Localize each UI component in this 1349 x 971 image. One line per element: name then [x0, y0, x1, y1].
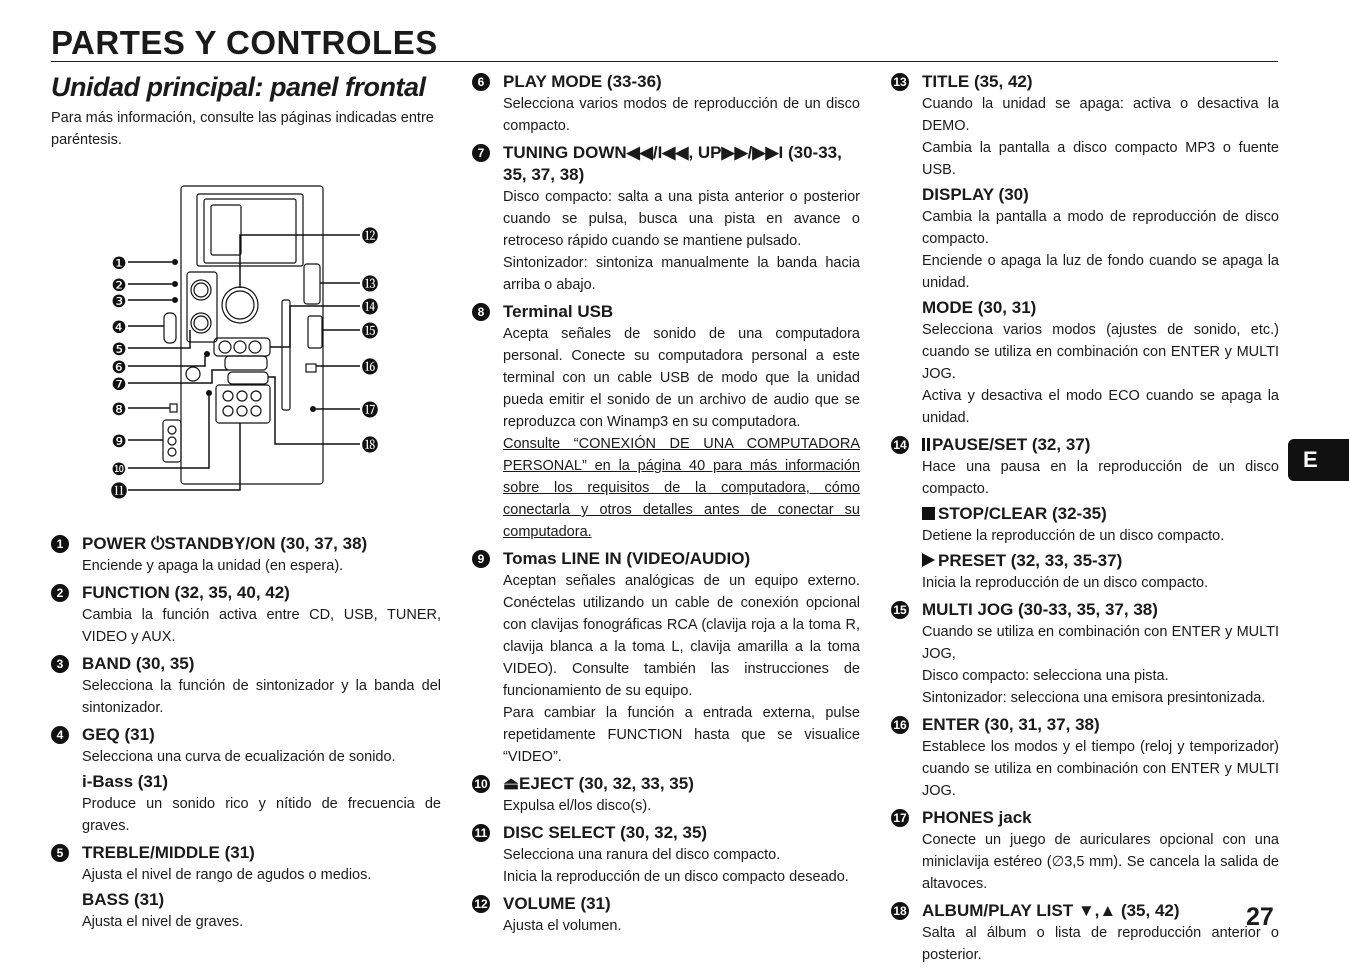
entry-heading: PAUSE/SET (32, 37)	[932, 435, 1091, 454]
entry-paragraph: Cuando la unidad se apaga: activa o desactiva la DEMO.	[922, 96, 1279, 134]
callout-2: ❷	[111, 276, 127, 296]
entry-heading: VOLUME (31)	[503, 894, 611, 913]
entry-description: Establece los modos y el tiempo (reloj y temporizador) cuando se utiliza en combinación con ENTER y MULTI JOG.	[922, 739, 1279, 799]
entry-sub-description: Inicia la reproducción de un disco compacto.	[922, 575, 1209, 591]
pause-icon	[922, 438, 925, 451]
entry-description: Expulsa el/los disco(s).	[503, 798, 652, 814]
entry-heading: FUNCTION (32, 35, 40, 42)	[82, 583, 290, 602]
entry-description: Selecciona la función de sintonizador y la banda del sintonizador.	[82, 678, 441, 716]
entry-number: 1	[51, 535, 69, 553]
callout-5: ❺	[111, 340, 127, 360]
entry-subheading: MODE (30, 31)	[922, 298, 1037, 317]
column-right	[891, 71, 1279, 971]
entry-paragraph: Acepta señales de sonido de una computadora personal. Conecte su computadora personal a este terminal con un cable USB de modo que la unidad pueda emitir el sonido de un archivo de audio que se reproduzca con Winamp3 en su computadora.	[503, 326, 860, 430]
entry-number: 9	[472, 550, 490, 568]
stop-icon	[922, 507, 935, 520]
entry-paragraph: Cambia la pantalla a disco compacto MP3 o fuente USB.	[922, 140, 1279, 178]
entry-sub-description: Detiene la reproducción de un disco compacto.	[922, 528, 1225, 544]
column-left	[51, 533, 441, 938]
entry-paragraph: Inicia la reproducción de un disco compacto deseado.	[503, 869, 849, 885]
entry-description: Salta al álbum o lista de reproducción anterior o posterior.	[922, 925, 1279, 963]
entry-heading: ENTER (30, 31, 37, 38)	[922, 715, 1100, 734]
entry-heading: GEQ (31)	[82, 725, 155, 744]
entry-title	[891, 71, 1279, 429]
entry-description: Selecciona varios modos de reproducción de un disco compacto.	[503, 96, 860, 134]
title-rule	[51, 61, 1278, 62]
entry-paragraph: Disco compacto: salta a una pista anterior o posterior cuando se pulsa, busca una pista en avance o retroceso rápido cuando se mantiene pulsado.	[503, 189, 860, 249]
entry-number: 14	[891, 436, 909, 454]
entry-heading: PLAY MODE (33-36)	[503, 72, 662, 91]
entry-paragraph: Para cambiar la función a entrada externa, pulse repetidamente FUNCTION hasta que se visualice “VIDEO”.	[503, 705, 860, 765]
entry-enter	[891, 714, 1279, 802]
page-title: PARTES Y CONTROLES	[51, 24, 438, 61]
entry-description: Cambia la función activa entre CD, USB, TUNER, VIDEO y AUX.	[82, 607, 441, 645]
callout-11: ⓫	[110, 482, 128, 502]
entry-number: 4	[51, 726, 69, 744]
language-tab: E	[1288, 439, 1349, 481]
callout-8: ❽	[111, 400, 127, 420]
entry-heading: MULTI JOG (30-33, 35, 37, 38)	[922, 600, 1158, 619]
entry-usb-terminal	[472, 301, 860, 543]
entry-description	[472, 323, 860, 543]
entry-description	[472, 844, 860, 888]
entry-geq	[51, 724, 441, 837]
entry-heading: TREBLE/MIDDLE (31)	[82, 843, 255, 862]
entry-band	[51, 653, 441, 719]
entry-number: 16	[891, 716, 909, 734]
entry-eject	[472, 773, 860, 817]
entry-paragraph: Disco compacto: selecciona una pista.	[922, 668, 1169, 684]
entry-paragraph: Cuando se utiliza en combinación con ENTER y MULTI JOG,	[922, 624, 1279, 662]
entry-heading: Tomas LINE IN (VIDEO/AUDIO)	[503, 549, 751, 568]
entry-number: 12	[472, 895, 490, 913]
entry-heading: BAND (30, 35)	[82, 654, 195, 673]
callout-14: ⓮	[361, 298, 379, 318]
entry-description: Conecte un juego de auriculares opcional con una miniclavija estéreo (∅3,5 mm). Se cancela la salida de altavoces.	[922, 832, 1279, 892]
entry-paragraph: Selecciona varios modos (ajustes de sonido, etc.) cuando se utiliza en combinación con ENTER y MULTI JOG.	[922, 322, 1279, 382]
intro-text: Para más información, consulte las páginas indicadas entre paréntesis.	[51, 110, 434, 148]
entry-paragraph: Enciende o apaga la luz de fondo cuando se apaga la unidad.	[922, 253, 1279, 291]
entry-sub-description	[891, 206, 1279, 294]
entry-heading: TUNING DOWN◀◀/I◀◀, UP▶▶/▶▶I (30-33, 35, 37, 38)	[503, 143, 842, 184]
pause-icon	[927, 438, 930, 451]
entry-subheading: i-Bass (31)	[82, 772, 168, 791]
entry-number: 18	[891, 902, 909, 920]
entry-heading: POWER ⏻STANDBY/ON (30, 37, 38)	[82, 534, 368, 553]
entry-number: 7	[472, 144, 490, 162]
entry-paragraph: Selecciona una ranura del disco compacto.	[503, 847, 781, 863]
section-subtitle: Unidad principal: panel frontal	[51, 72, 426, 102]
entry-pause-set	[891, 434, 1279, 594]
entry-number: 15	[891, 601, 909, 619]
entry-heading: ⏏EJECT (30, 32, 33, 35)	[503, 774, 694, 793]
entry-paragraph: Sintonizador: selecciona una emisora presintonizada.	[922, 690, 1266, 706]
entry-subheading: BASS (31)	[82, 890, 165, 909]
play-icon	[922, 553, 935, 567]
entry-heading: TITLE (35, 42)	[922, 72, 1033, 91]
entry-number: 17	[891, 809, 909, 827]
entry-heading: ALBUM/PLAY LIST ▼,▲ (35, 42)	[922, 901, 1180, 920]
entry-subheading: STOP/CLEAR (32-35)	[938, 504, 1107, 523]
entry-description: Enciende y apaga la unidad (en espera).	[82, 558, 344, 574]
page-number: 27	[1246, 903, 1274, 931]
entry-description	[891, 93, 1279, 181]
entry-sub-description	[891, 319, 1279, 429]
callout-1: ❶	[111, 254, 127, 274]
callout-12: ⓬	[361, 227, 379, 247]
entry-description	[891, 621, 1279, 709]
entry-number: 13	[891, 73, 909, 91]
callout-18: ⓲	[361, 436, 379, 456]
entry-phones	[891, 807, 1279, 895]
entry-subheading: DISPLAY (30)	[922, 185, 1029, 204]
callout-3: ❸	[111, 292, 127, 312]
entry-subheading: PRESET (32, 33, 35-37)	[938, 551, 1123, 570]
entry-sub-description: Ajusta el nivel de graves.	[82, 914, 244, 930]
entry-number: 6	[472, 73, 490, 91]
entry-description	[472, 570, 860, 768]
entry-paragraph: Aceptan señales analógicas de un equipo externo. Conéctelas utilizando un cable de conexión opcional con clavijas fonográficas RCA (clavija roja a la toma R, clavija blanca a la toma L, clavija amarilla a la toma VIDEO). Consulte también las instrucciones de funcionamiento de su equipo.	[503, 573, 860, 699]
entry-treble-middle	[51, 842, 441, 933]
entry-disc-select	[472, 822, 860, 888]
column-middle	[472, 71, 860, 942]
callout-17: ⓱	[361, 401, 379, 421]
entry-tuning	[472, 142, 860, 296]
callout-15: ⓯	[361, 322, 379, 342]
callout-16: ⓰	[361, 358, 379, 378]
entry-paragraph: Cambia la pantalla a modo de reproducción de disco compacto.	[922, 209, 1279, 247]
entry-volume	[472, 893, 860, 937]
front-panel-diagram	[100, 180, 400, 510]
callout-9: ❾	[111, 432, 127, 452]
entry-play-mode	[472, 71, 860, 137]
entry-description	[472, 186, 860, 296]
entry-number: 8	[472, 303, 490, 321]
entry-number: 5	[51, 844, 69, 862]
callout-7: ❼	[111, 375, 127, 395]
entry-sub-description: Produce un sonido rico y nítido de frecuencia de graves.	[82, 796, 441, 834]
callout-4: ❹	[111, 318, 127, 338]
entry-function	[51, 582, 441, 648]
entry-description: Hace una pausa en la reproducción de un disco compacto.	[922, 459, 1279, 497]
callout-10: ❿	[111, 460, 127, 480]
entry-number: 11	[472, 824, 490, 842]
entry-line-in	[472, 548, 860, 768]
volume-knob-drawing	[222, 287, 258, 323]
entry-heading: PHONES jack	[922, 808, 1032, 827]
callout-13: ⓭	[361, 275, 379, 295]
cross-reference-note: Consulte “CONEXIÓN DE UNA COMPUTADORA PERSONAL” en la página 40 para más información sobre los requisitos de la computadora, cómo conectarla y otros detalles antes de conectar su computadora.	[503, 436, 860, 540]
entry-album-play-list	[891, 900, 1279, 966]
entry-description: Selecciona una curva de ecualización de sonido.	[82, 749, 396, 765]
entry-number: 2	[51, 584, 69, 602]
unit-body-outline	[181, 186, 323, 484]
entry-number: 10	[472, 775, 490, 793]
entry-heading: DISC SELECT (30, 32, 35)	[503, 823, 708, 842]
callout-6: ❻	[111, 358, 127, 378]
entry-description: Ajusta el nivel de rango de agudos o medios.	[82, 867, 372, 883]
entry-number: 3	[51, 655, 69, 673]
entry-multi-jog	[891, 599, 1279, 709]
entry-paragraph: Activa y desactiva el modo ECO cuando se apaga la unidad.	[922, 388, 1279, 426]
entry-heading: Terminal USB	[503, 302, 614, 321]
entry-power	[51, 533, 441, 577]
entry-paragraph: Sintonizador: sintoniza manualmente la banda hacia arriba o abajo.	[503, 255, 860, 293]
entry-description: Ajusta el volumen.	[503, 918, 622, 934]
